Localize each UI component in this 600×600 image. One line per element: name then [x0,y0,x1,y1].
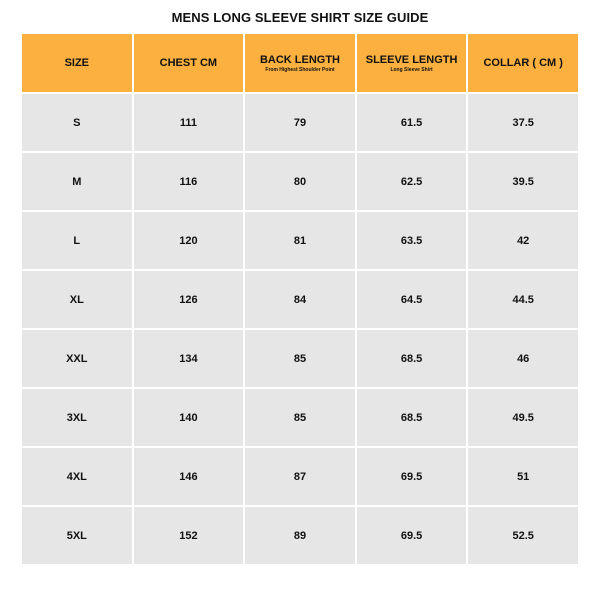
cell-size: L [21,211,133,270]
cell-size: 5XL [21,506,133,565]
cell-chest: 116 [133,152,245,211]
cell-chest: 126 [133,270,245,329]
cell-sleeve-length: 64.5 [356,270,468,329]
column-header-label: SIZE [64,57,90,69]
cell-collar: 44.5 [467,270,579,329]
cell-chest: 152 [133,506,245,565]
cell-back-length: 87 [244,447,356,506]
column-header-chest [133,33,245,93]
cell-sleeve-length: 69.5 [356,506,468,565]
cell-size: S [21,93,133,152]
column-header-sleeve-length [356,33,468,93]
cell-size: 3XL [21,388,133,447]
cell-collar: 49.5 [467,388,579,447]
cell-collar: 39.5 [467,152,579,211]
cell-collar: 42 [467,211,579,270]
cell-back-length: 80 [244,152,356,211]
table-row [21,329,579,388]
table-row [21,93,579,152]
cell-sleeve-length: 61.5 [356,93,468,152]
cell-sleeve-length: 62.5 [356,152,468,211]
column-header-label: CHEST CM [159,57,218,69]
size-guide-table [20,32,580,566]
table-row [21,211,579,270]
cell-collar: 37.5 [467,93,579,152]
cell-size: XL [21,270,133,329]
cell-chest: 146 [133,447,245,506]
cell-size: 4XL [21,447,133,506]
cell-sleeve-length: 68.5 [356,329,468,388]
page-title: MENS LONG SLEEVE SHIRT SIZE GUIDE [171,10,429,25]
table-row [21,270,579,329]
cell-back-length: 81 [244,211,356,270]
table-row [21,152,579,211]
cell-back-length: 89 [244,506,356,565]
column-header-size [21,33,133,93]
column-header-collar [467,33,579,93]
cell-back-length: 85 [244,388,356,447]
table-row [21,388,579,447]
table-row [21,506,579,565]
column-header-sublabel: From Highest Shoulder Point [265,66,335,73]
cell-chest: 134 [133,329,245,388]
cell-sleeve-length: 68.5 [356,388,468,447]
cell-collar: 52.5 [467,506,579,565]
cell-back-length: 84 [244,270,356,329]
cell-size: M [21,152,133,211]
cell-back-length: 79 [244,93,356,152]
cell-size: XXL [21,329,133,388]
column-header-label: BACK LENGTH [259,53,341,66]
table-row [21,447,579,506]
cell-sleeve-length: 69.5 [356,447,468,506]
cell-chest: 111 [133,93,245,152]
column-header-back-length [244,33,356,93]
cell-chest: 120 [133,211,245,270]
cell-sleeve-length: 63.5 [356,211,468,270]
column-header-label: SLEEVE LENGTH [365,53,458,66]
cell-collar: 46 [467,329,579,388]
cell-collar: 51 [467,447,579,506]
table-header-row [21,33,579,93]
cell-chest: 140 [133,388,245,447]
cell-back-length: 85 [244,329,356,388]
column-header-sublabel: Long Sleeve Shirt [390,66,433,73]
column-header-label: COLLAR ( CM ) [483,57,563,69]
